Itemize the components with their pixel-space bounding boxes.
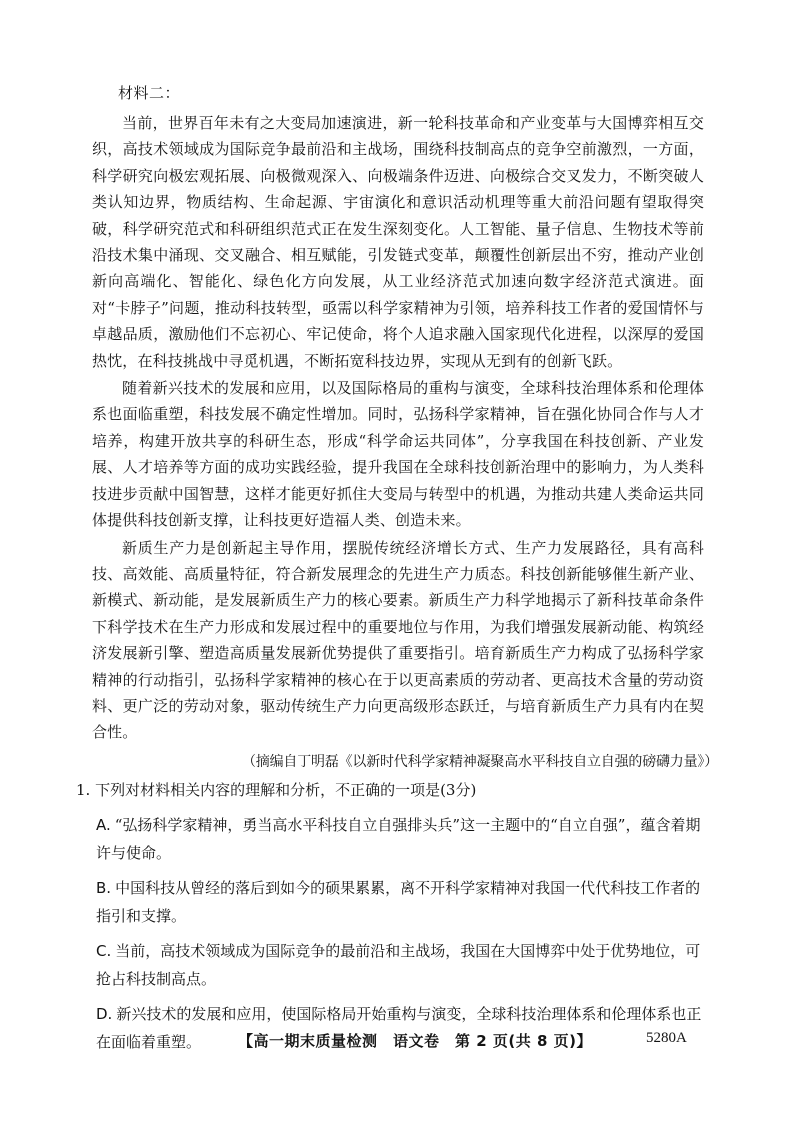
source-citation: （摘编自丁明磊《以新时代科学家精神凝聚高水平科技自立自强的磅礴力量》） bbox=[242, 753, 718, 770]
material-section bbox=[76, 78, 718, 1063]
option-text: “弘扬科学家精神，勇当高水平科技自立自强排头兵”这一主题中的“自立自强”，蕴含着期许与使命。 bbox=[96, 815, 701, 863]
option-letter: B. bbox=[96, 878, 112, 897]
option-a bbox=[96, 811, 704, 868]
option-letter: A. bbox=[96, 815, 111, 834]
material-paragraph: 随着新兴技术的发展和应用，以及国际格局的重构与演变，全球科技治理体系和伦理体系也面临重塑，科技发展不确定性增加。同时，弘扬科学家精神，旨在强化协同合作与人才培养，构建开放共享的科研生态，形成“科学命运共同体”，分享我国在科技创新、产业发展、人才培养等方面的成功实践经验，提升我国在全球科技创新治理中的影响力，为人类科技进步贡献中国智慧，这样才能更好抓住大变局与转型中的机遇，为推动共建人类命运共同体提供科技创新支撑，让科技更好造福人类、创造未来。 bbox=[92, 379, 704, 530]
option-b bbox=[96, 874, 704, 931]
option-letter: C. bbox=[96, 941, 112, 960]
material-paragraph: 当前，世界百年未有之大变局加速演进，新一轮科技革命和产业变革与大国博弈相互交织，高技术领域成为国际竞争最前沿和主战场，围绕科技制高点的竞争空前激烈，一方面，科学研究向极宏观拓展、向极微观深入、向极端条件迈进、向极综合交叉发力，不断突破人类认知边界，物质结构、生命起源、宇宙演化和意识活动机理等重大前沿问题有望取得突破，科学研究范式和科研组织范式正在发生深刻变化。人工智能、量子信息、生物技术等前沿技术集中涌现、交叉融合、相互赋能，引发链式变革，颠覆性创新层出不穷，推动产业创新向高端化、智能化、绿色化方向发展，从工业经济范式加速向数字经济范式演进。面对“卡脖子”问题，推动科技转型，亟需以科学家精神为引领，培养科技工作者的爱国情怀与卓越品质，激励他们不忘初心、牢记使命，将个人追求融入国家现代化进程，以深厚的爱国热忱，在科技挑战中寻觅机遇，不断拓宽科技边界，实现从无到有的创新飞跃。 bbox=[92, 114, 704, 370]
answer-options bbox=[92, 811, 704, 1057]
material-heading: 材料二： bbox=[118, 84, 181, 102]
footer-code: 5280A bbox=[646, 1030, 687, 1046]
option-c bbox=[96, 937, 704, 994]
option-letter: D. bbox=[96, 1004, 113, 1023]
page-footer bbox=[0, 1030, 794, 1056]
material-paragraph: 新质生产力是创新起主导作用，摆脱传统经济增长方式、生产力发展路径，具有高科技、高效能、高质量特征，符合新发展理念的先进生产力质态。科技创新能够催生新产业、新模式、新动能，是发展新质生产力的核心要素。新质生产力科学地揭示了新科技革命条件下科学技术在生产力形成和发展过程中的重要地位与作用，为我们增强发展新动能、构筑经济发展新引擎、塑造高质量发展新优势提供了重要指引。培育新质生产力构成了弘扬科学家精神的行动指引，弘扬科学家精神的核心在于以更高素质的劳动者、更高技术含量的劳动资料、更广泛的劳动对象，驱动传统生产力向更高级形态跃迁，与培育新质生产力具有内在契合性。 bbox=[92, 538, 704, 742]
option-text: 新兴技术的发展和应用，使国际格局开始重构与演变，全球科技治理体系和伦理体系也正在面临着重塑。 bbox=[96, 1004, 702, 1052]
question-stem: 1. 下列对材料相关内容的理解和分析，不正确的一项是(3分) bbox=[76, 780, 477, 799]
option-text: 中国科技从曾经的落后到如今的硕果累累，离不开科学家精神对我国一代代科技工作者的指引和支撑。 bbox=[96, 878, 701, 926]
footer-title: 【高一期末质量检测 语文卷 第 2 页(共 8 页)】 bbox=[238, 1032, 592, 1050]
option-text: 当前，高技术领域成为国际竞争的最前沿和主战场，我国在大国博弈中处于优势地位，可抢占科技制高点。 bbox=[96, 941, 701, 989]
